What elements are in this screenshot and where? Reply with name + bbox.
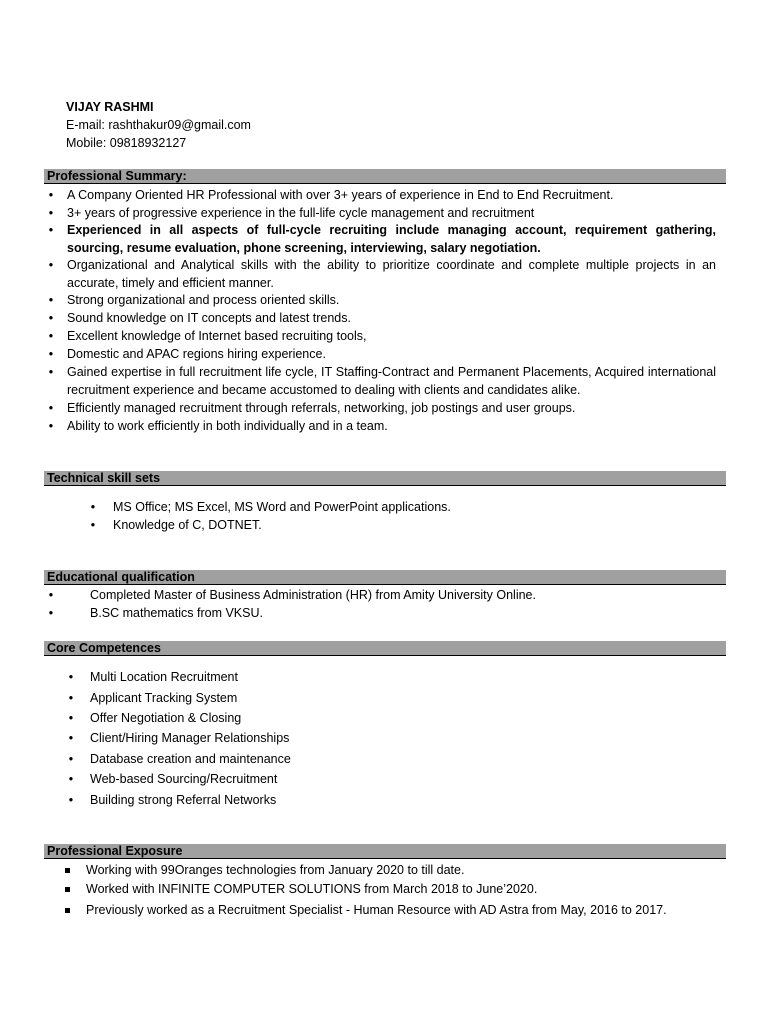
- mobile-line: Mobile: 09818932127: [66, 136, 187, 150]
- list-item-text: 3+ years of progressive experience in the full-life cycle management and recruitment: [67, 206, 535, 220]
- section-header-summary: [44, 169, 726, 184]
- list-item-text: Sound knowledge on IT concepts and latest trends.: [67, 311, 351, 325]
- bullet-icon: •: [68, 691, 74, 705]
- bullet-icon: •: [48, 401, 54, 415]
- list-item-text: Offer Negotiation & Closing: [90, 711, 242, 725]
- section-title: Educational qualification: [47, 570, 195, 584]
- square-bullet-icon: [60, 902, 74, 920]
- list-item-text: Excellent knowledge of Internet based recruiting tools,: [67, 329, 367, 343]
- list-item-text: Database creation and maintenance: [90, 752, 291, 766]
- list-item-text: A Company Oriented HR Professional with over 3+ years of experience in End to End Recruitment.: [67, 188, 614, 202]
- list-item-text: B.SC mathematics from VKSU.: [90, 606, 263, 620]
- section-title: Technical skill sets: [47, 471, 161, 485]
- list-item-text: Completed Master of Business Administration (HR) from Amity University Online.: [90, 588, 536, 602]
- list-item-text: Building strong Referral Networks: [90, 793, 277, 807]
- square-bullet-icon: [60, 862, 74, 880]
- bullet-icon: •: [68, 772, 74, 786]
- list-item-text: Experienced in all aspects of full-cycle recruiting include managing account, requirement gathering, sourcing, resume evaluation, phone screening, interviewing, salary negotiation.: [67, 223, 716, 255]
- list-item-text: Multi Location Recruitment: [90, 670, 238, 684]
- list-item-text: Gained expertise in full recruitment life cycle, IT Staffing-Contract and Permanent Placements, Acquired international recruitment experience and became accustomed to dealing with clients and candidates alike.: [67, 365, 716, 397]
- section-title: Core Competences: [47, 641, 161, 655]
- section-title: Professional Exposure: [47, 844, 183, 858]
- list-item-text: Web-based Sourcing/Recruitment: [90, 772, 278, 786]
- bullet-icon: •: [68, 711, 74, 725]
- square-bullet-icon: [60, 881, 74, 899]
- bullet-icon: •: [48, 329, 54, 343]
- bullet-icon: •: [48, 606, 54, 620]
- list-item-text: Knowledge of C, DOTNET.: [113, 518, 262, 532]
- bullet-icon: •: [68, 752, 74, 766]
- bullet-icon: •: [68, 793, 74, 807]
- list-item-text: Efficiently managed recruitment through referrals, networking, job postings and user groups.: [67, 401, 576, 415]
- bullet-icon: •: [48, 365, 54, 379]
- list-item-text: Working with 99Oranges technologies from January 2020 to till date.: [86, 863, 465, 877]
- bullet-icon: •: [48, 588, 54, 602]
- bullet-icon: •: [48, 188, 54, 202]
- bullet-icon: •: [68, 670, 74, 684]
- email-line: E-mail: rashthakur09@gmail.com: [66, 118, 251, 132]
- bullet-icon: •: [48, 311, 54, 325]
- list-item-text: Strong organizational and process oriented skills.: [67, 293, 340, 307]
- list-item-text: Ability to work efficiently in both individually and in a team.: [67, 419, 388, 433]
- list-item-text: Previously worked as a Recruitment Specialist - Human Resource with AD Astra from May, 2016 to 2017.: [86, 903, 667, 917]
- bullet-icon: •: [48, 293, 54, 307]
- list-item-text: Domestic and APAC regions hiring experience.: [67, 347, 326, 361]
- bullet-icon: •: [90, 500, 96, 514]
- bullet-icon: •: [68, 731, 74, 745]
- candidate-name: VIJAY RASHMI: [66, 100, 154, 114]
- list-item-text: MS Office; MS Excel, MS Word and PowerPoint applications.: [113, 500, 451, 514]
- section-title: Professional Summary:: [47, 169, 187, 183]
- section-header-technical: [44, 471, 726, 486]
- bullet-icon: •: [90, 518, 96, 532]
- list-item-text: Worked with INFINITE COMPUTER SOLUTIONS from March 2018 to June’2020.: [86, 882, 538, 896]
- list-item-text: Applicant Tracking System: [90, 691, 238, 705]
- bullet-icon: •: [48, 258, 54, 272]
- bullet-icon: •: [48, 223, 54, 237]
- bullet-icon: •: [48, 206, 54, 220]
- section-header-education: [44, 570, 726, 585]
- bullet-icon: •: [48, 419, 54, 433]
- list-item-text: Client/Hiring Manager Relationships: [90, 731, 290, 745]
- bullet-icon: •: [48, 347, 54, 361]
- section-header-exposure: [44, 844, 726, 859]
- list-item-text: Organizational and Analytical skills with the ability to prioritize coordinate and complete multiple projects in an accurate, timely and efficient manner.: [67, 258, 716, 290]
- section-header-core: [44, 641, 726, 656]
